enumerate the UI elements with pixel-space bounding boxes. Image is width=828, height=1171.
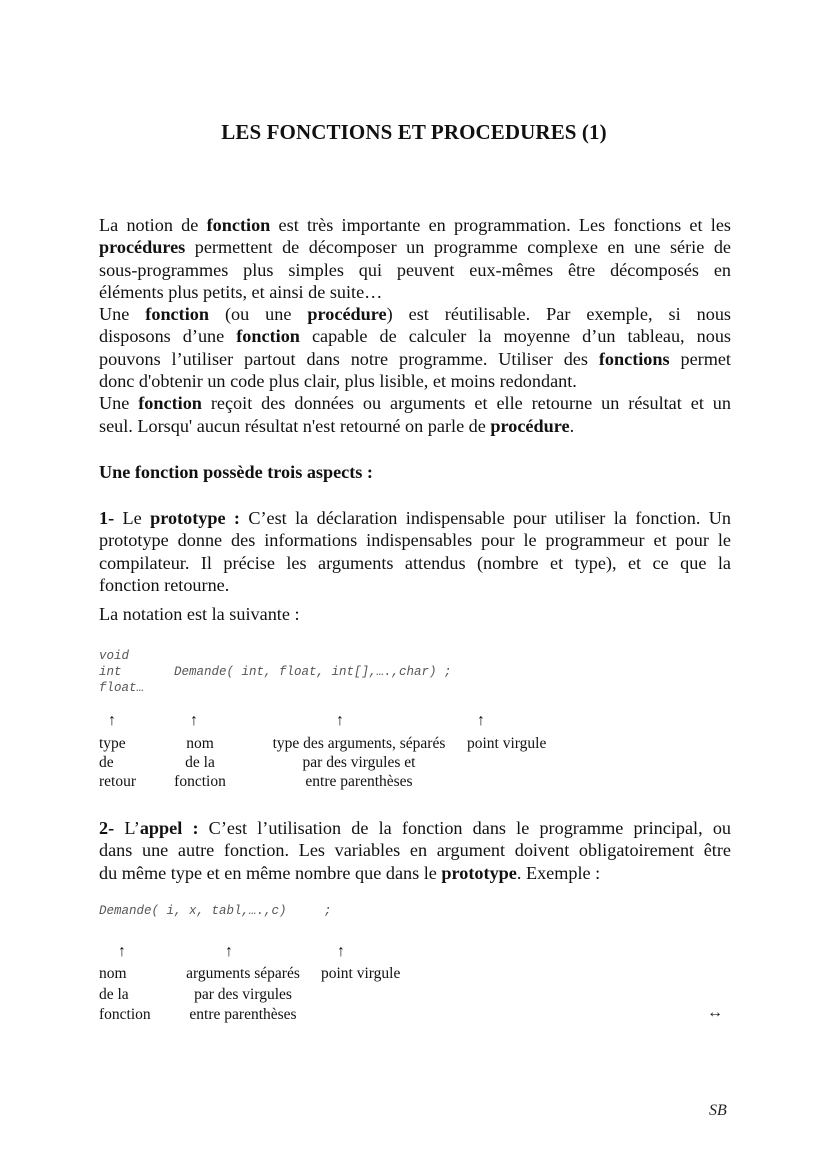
section2-paragraph xyxy=(99,817,731,884)
author-signature: SB xyxy=(709,1102,727,1119)
code-call-example: Demande( i, x, tabl,….,c) ; xyxy=(99,904,332,918)
up-arrow-icon: ↑ xyxy=(336,712,344,729)
text-line: La notion de fonction est très importante en programmation. Les fonctions et les xyxy=(99,215,731,235)
text-line: dans une autre fonction. Les variables en argument doivent obligatoirement être xyxy=(99,840,731,861)
up-arrow-icon: ↑ xyxy=(337,943,345,960)
text-line: du même type et en même nombre que dans le prototype. Exemple : xyxy=(99,862,601,883)
up-arrow-icon: ↑ xyxy=(118,943,126,960)
code-return-type-int: int xyxy=(99,665,122,679)
up-arrow-icon: ↑ xyxy=(225,943,233,960)
text-line: éléments plus petits, et ainsi de suite… xyxy=(99,281,383,302)
annotation-argument-types: type des arguments, séparés par des virgules et entre parenthèses xyxy=(272,735,446,790)
code-prototype-signature: Demande( int, float, int[],….,char) ; xyxy=(174,665,452,679)
text-line: prototype donne des informations indispensables pour le programmeur et pour le xyxy=(99,530,731,551)
text-line: seul. Lorsqu' aucun résultat n'est retourné on parle de procédure. xyxy=(99,415,575,436)
text-line: Une fonction reçoit des données ou arguments et elle retourne un résultat et un xyxy=(99,393,731,414)
section1-paragraph xyxy=(99,507,731,596)
text-line: sous-programmes plus simples qui peuvent eux-mêmes être décomposés en xyxy=(99,259,731,280)
aspects-heading xyxy=(99,461,731,483)
up-arrow-icon: ↑ xyxy=(477,712,485,729)
up-arrow-icon: ↑ xyxy=(190,712,198,729)
text-line: procédures permettent de décomposer un programme complexe en une série de xyxy=(99,237,731,258)
annotation-call-arguments: arguments séparés par des virgules entre parenthèses xyxy=(186,965,300,1023)
text-line: disposons d’une fonction capable de calculer la moyenne d’un tableau, nous xyxy=(99,326,731,347)
text-line: Une fonction (ou une procédure) est réutilisable. Par exemple, si nous xyxy=(99,304,731,325)
text-line: 2- L’appel : C’est l’utilisation de la fonction dans le programme principal, ou xyxy=(99,818,732,838)
code-return-type-void: void xyxy=(99,649,130,663)
text-line: pouvons l’utiliser partout dans notre programme. Utiliser des fonctions permet xyxy=(99,348,731,369)
text-line: fonction retourne. xyxy=(99,574,230,595)
aspects-heading-text: Une fonction possède trois aspects : xyxy=(99,462,373,482)
text-line: 1- Le prototype : C’est la déclaration indispensable pour utiliser la fonction. Un xyxy=(99,508,731,528)
annotation-function-name: nom de la fonction xyxy=(174,735,226,790)
annotation-call-semicolon: point virgule xyxy=(321,965,401,982)
annotation-semicolon: point virgule xyxy=(467,735,547,752)
annotation-return-type: type de retour xyxy=(99,735,137,790)
double-arrow-icon: ↔ xyxy=(707,1004,723,1021)
notation-intro: La notation est la suivante : xyxy=(99,604,300,624)
intro-paragraph xyxy=(99,214,731,437)
text-line: donc d'obtenir un code plus clair, plus lisible, et moins redondant. xyxy=(99,371,577,392)
code-return-type-float: float… xyxy=(99,681,145,695)
page-title: LES FONCTIONS ET PROCEDURES (1) xyxy=(221,120,607,144)
text-line: compilateur. Il précise les arguments attendus (nombre et type), et ce que la xyxy=(99,552,731,573)
annotation-call-function-name: nom de la fonction xyxy=(99,965,151,1023)
up-arrow-icon: ↑ xyxy=(108,712,116,729)
